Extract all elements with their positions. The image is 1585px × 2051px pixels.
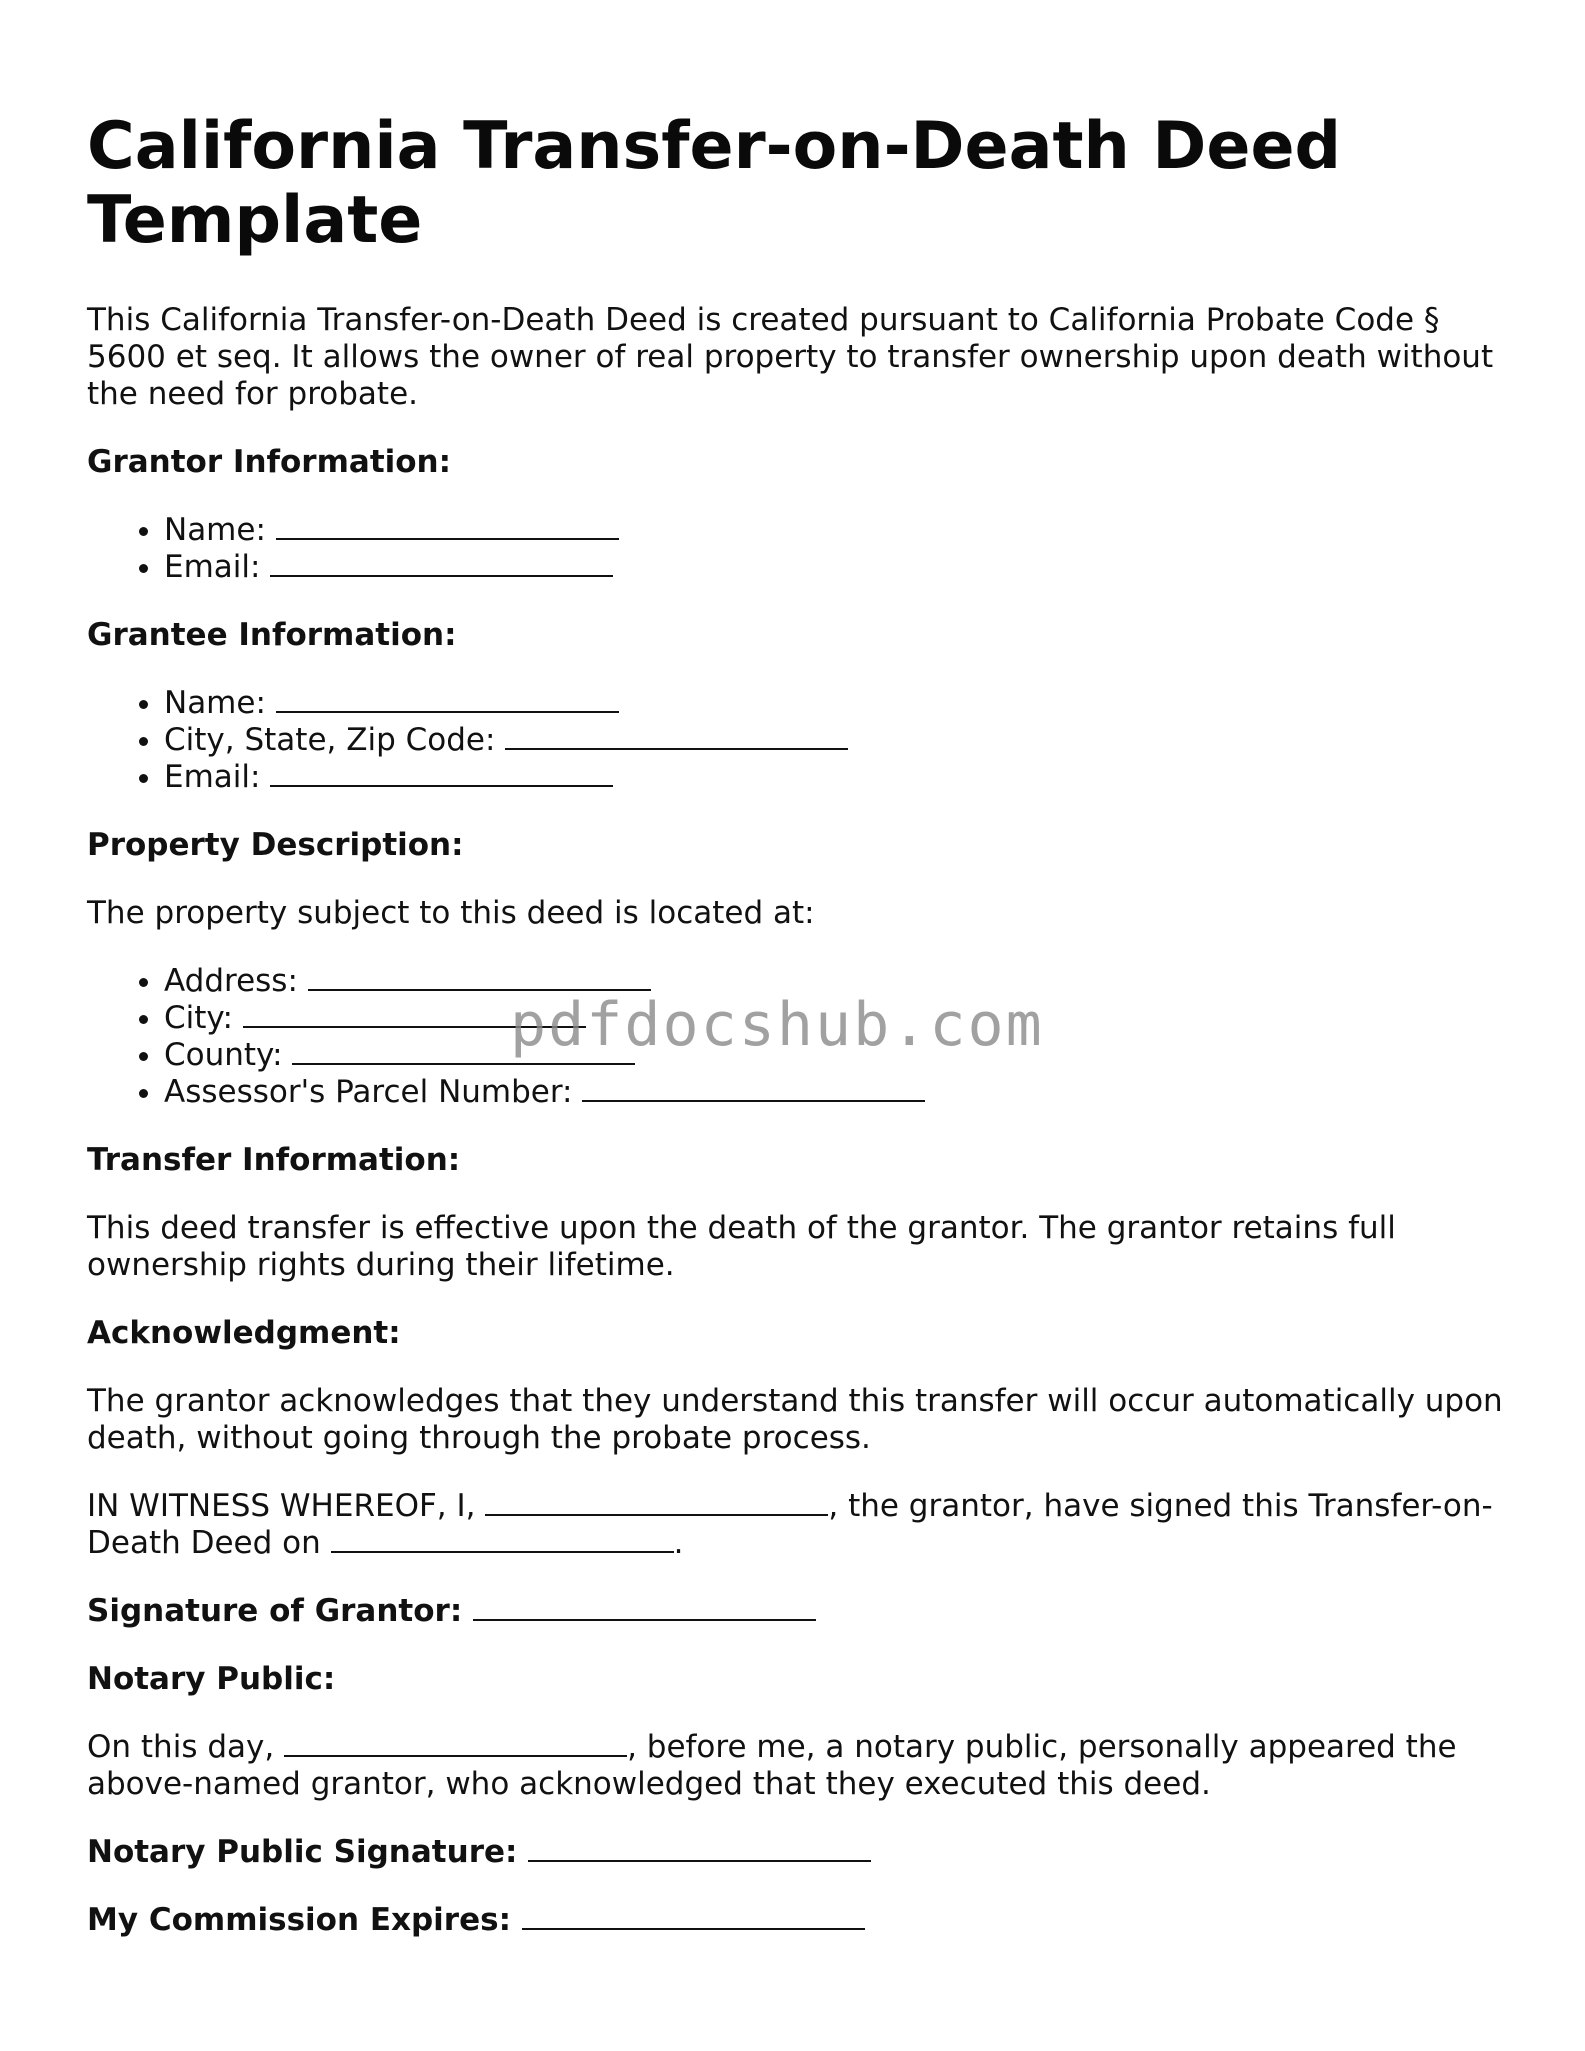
grantor-fields <box>87 512 1507 586</box>
blank-line[interactable] <box>276 512 619 540</box>
notary-signature-line: Notary Public Signature: <box>87 1834 1507 1871</box>
blank-line[interactable] <box>284 1729 627 1757</box>
transfer-heading: Transfer Information: <box>87 1142 461 1178</box>
witness-statement: IN WITNESS WHEREOF, I, , the grantor, have signed this Transfer-on-Death Deed on . <box>87 1488 1493 1561</box>
property-apn-field: • Assessor's Parcel Number: <box>164 1074 1507 1111</box>
property-address-field: • Address: <box>164 963 1507 1000</box>
grantor-signature-line: Signature of Grantor: <box>87 1593 1507 1630</box>
blank-line[interactable] <box>276 685 619 713</box>
acknowledgment-text: The grantor acknowledges that they understand this transfer will occur automatically upon death, without going through the probate process. <box>87 1383 1503 1456</box>
blank-line[interactable] <box>473 1593 816 1621</box>
property-city-field: • City: <box>164 1000 1507 1037</box>
property-county-field: • County: <box>164 1037 1507 1074</box>
property-text: The property subject to this deed is located at: <box>87 895 815 931</box>
grantor-heading: Grantor Information: <box>87 444 452 480</box>
page-title: California Transfer-on-Death Deed Template <box>87 109 1342 258</box>
blank-line[interactable] <box>331 1525 674 1553</box>
grantee-name-field: • Name: <box>164 685 1507 722</box>
grantee-fields <box>87 685 1507 796</box>
blank-line[interactable] <box>505 722 848 750</box>
watermark: pdfdocshub.com <box>510 990 1044 1060</box>
commission-expires-line: My Commission Expires: <box>87 1902 1507 1939</box>
blank-line[interactable] <box>485 1488 828 1516</box>
property-heading: Property Description: <box>87 827 464 863</box>
notary-heading: Notary Public: <box>87 1661 336 1697</box>
grantee-city-field: • City, State, Zip Code: <box>164 722 1507 759</box>
acknowledgment-heading: Acknowledgment: <box>87 1315 401 1351</box>
grantee-heading: Grantee Information: <box>87 617 457 653</box>
blank-line[interactable] <box>308 963 651 991</box>
grantor-email-field: • Email: <box>164 549 1507 586</box>
blank-line[interactable] <box>270 759 613 787</box>
grantee-email-field: • Email: <box>164 759 1507 796</box>
blank-line[interactable] <box>522 1902 865 1930</box>
transfer-text: This deed transfer is effective upon the death of the grantor. The grantor retains full ownership rights during their lifetime. <box>87 1210 1396 1283</box>
blank-line[interactable] <box>582 1074 925 1102</box>
intro-paragraph: This California Transfer-on-Death Deed is created pursuant to California Probate Code § 5600 et seq. It allows the owner of real property to transfer ownership upon death without the need for probate. <box>87 302 1494 412</box>
blank-line[interactable] <box>270 549 613 577</box>
blank-line[interactable] <box>528 1834 871 1862</box>
notary-statement: On this day, , before me, a notary public, personally appeared the above-named grantor, who acknowledged that they executed this deed. <box>87 1729 1457 1802</box>
grantor-name-field: • Name: <box>164 512 1507 549</box>
